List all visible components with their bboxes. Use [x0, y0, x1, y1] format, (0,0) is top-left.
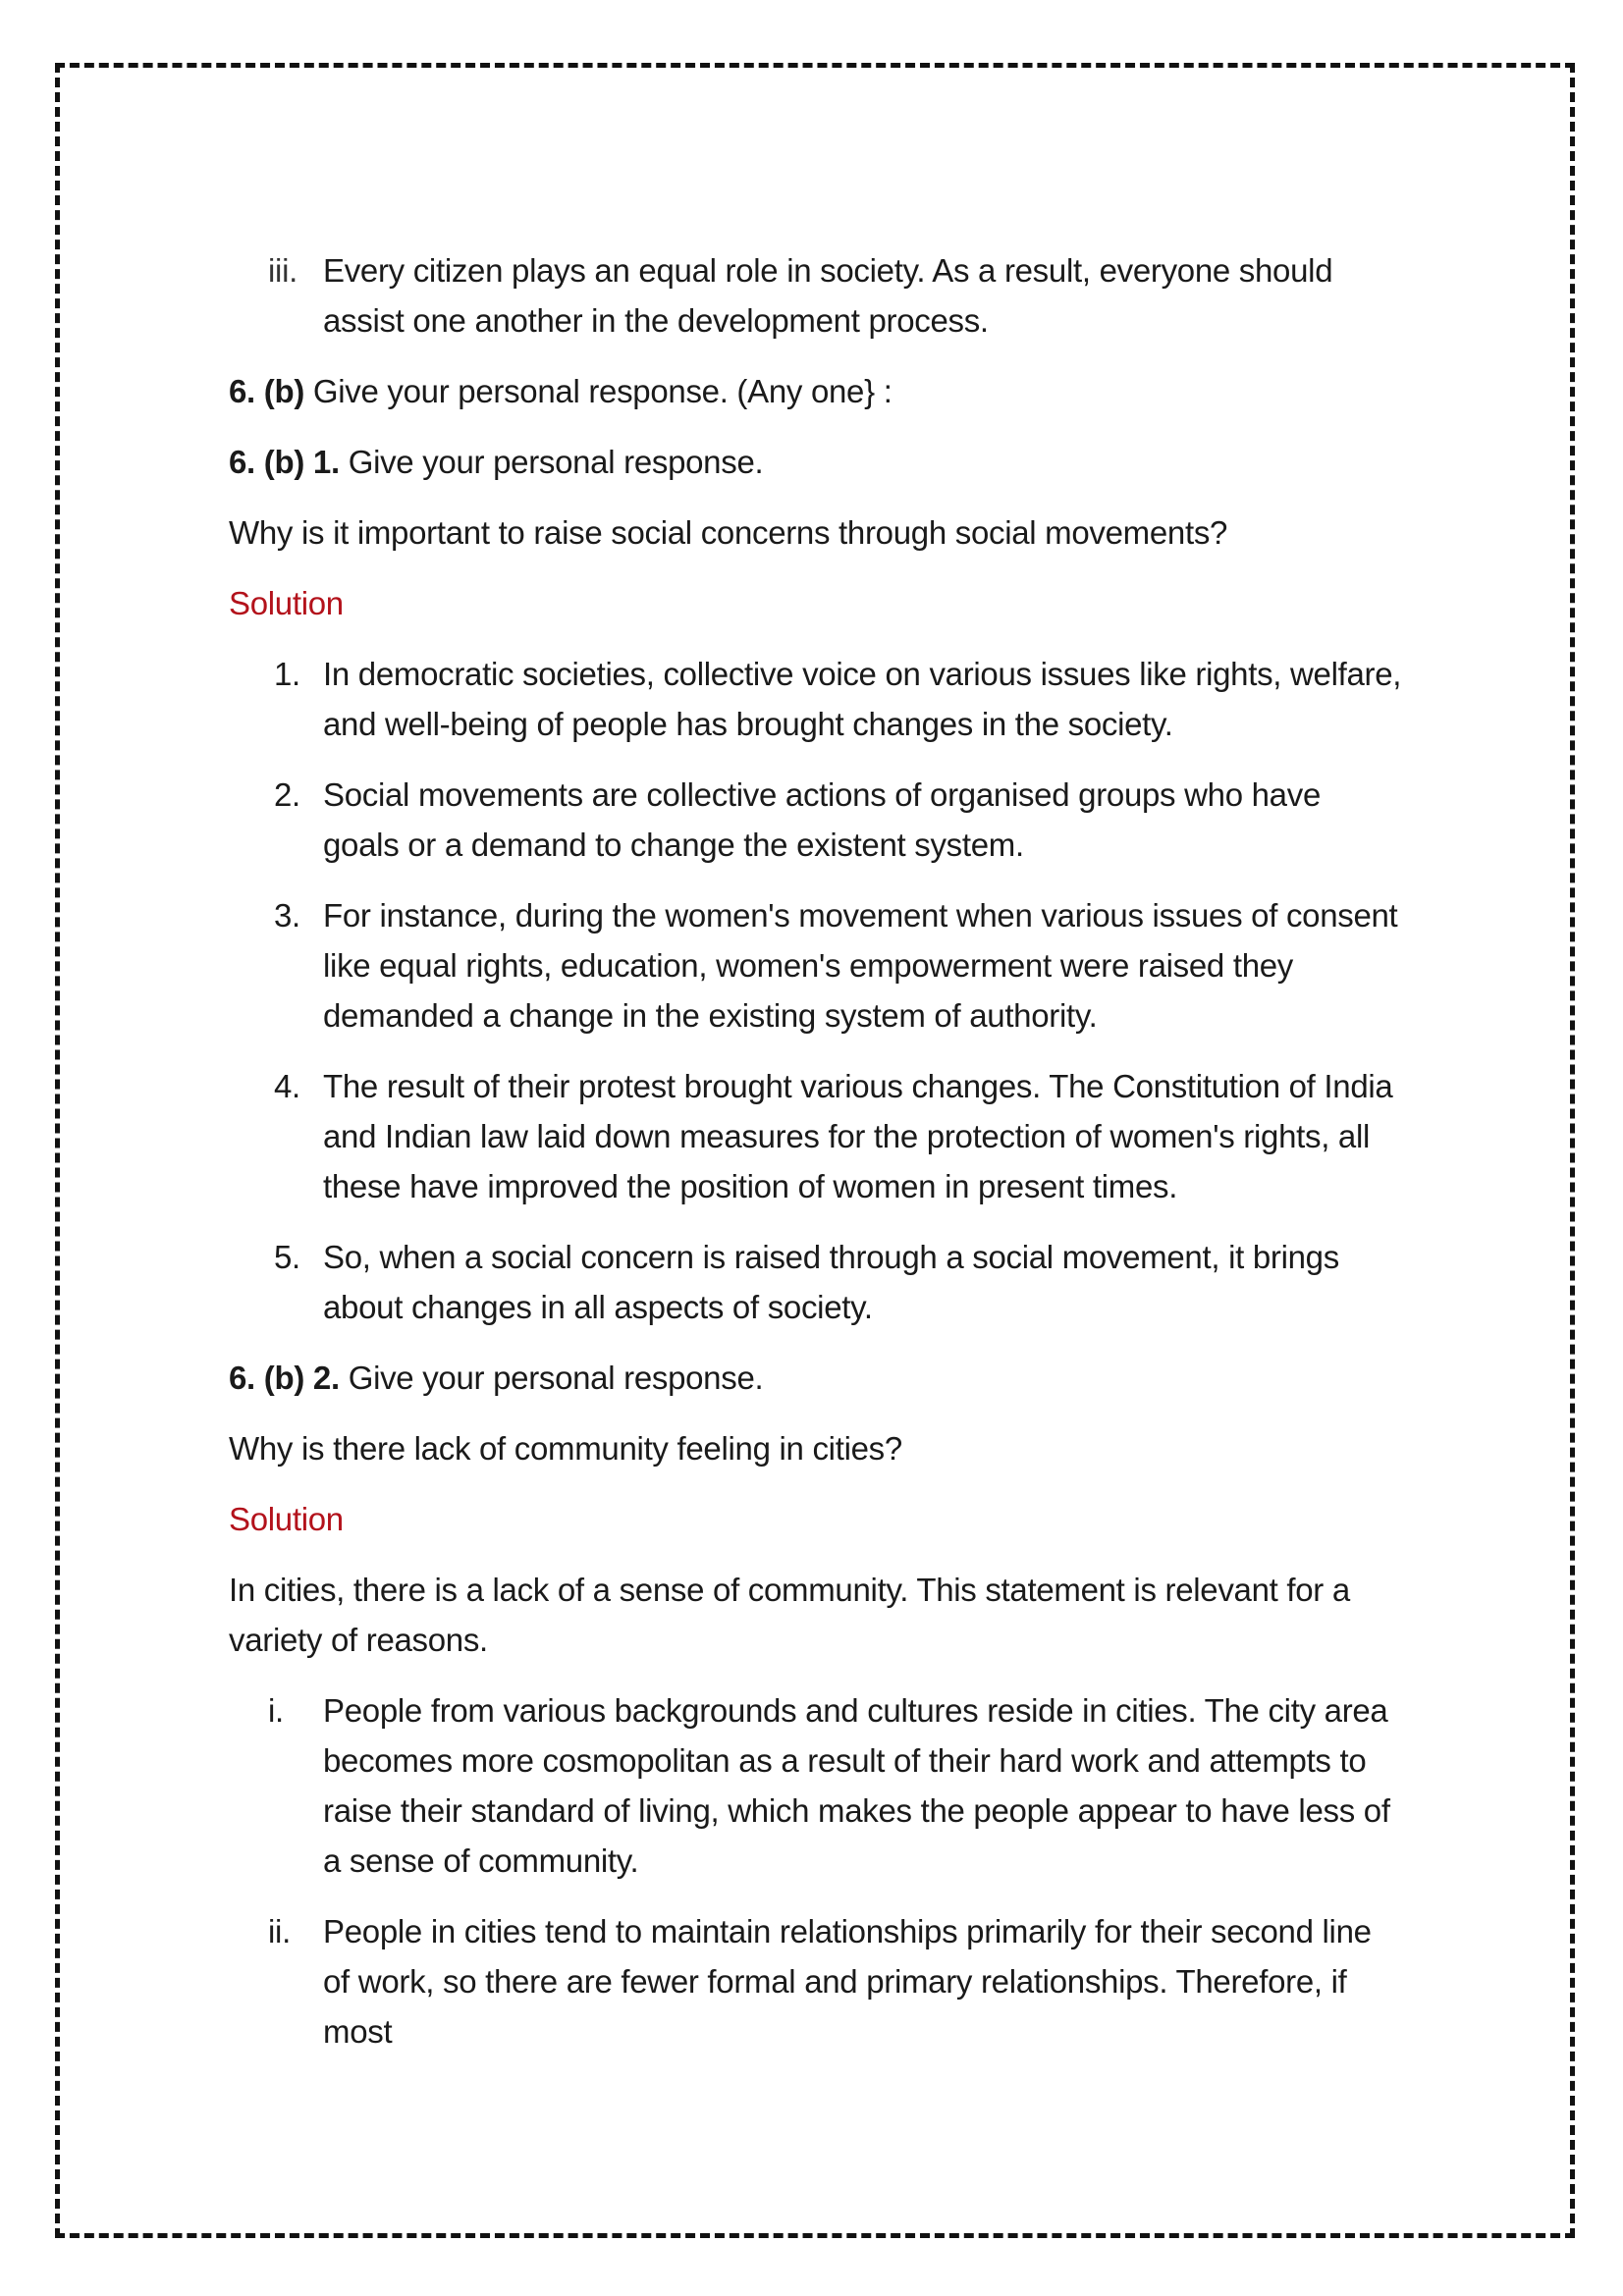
- list-item: [229, 890, 1407, 1041]
- list-item-text: Every citizen plays an equal role in society. As a result, everyone should assist one another in the development process.: [323, 252, 1333, 339]
- solution-heading: Solution: [229, 1501, 344, 1537]
- list-item-text: For instance, during the women's movement when various issues of consent like equal rights, education, women's empowerment were raised they demanded a change in the existing system of authority.: [323, 897, 1398, 1034]
- list-item: [229, 1685, 1407, 1886]
- list-marker: 4.: [274, 1068, 300, 1104]
- question-ref: 6. (b) 1.: [229, 444, 340, 480]
- list-item: [229, 1906, 1407, 2056]
- list-item-text: People from various backgrounds and cultures reside in cities. The city area becomes more cosmopolitan as a result of their hard work and attempts to raise their standard of living, which makes the people appear to have less of a sense of community.: [323, 1692, 1390, 1879]
- list-item: [229, 245, 1407, 346]
- list-item-text: So, when a social concern is raised through a social movement, it brings about changes in all aspects of society.: [323, 1239, 1339, 1325]
- list-marker: 5.: [274, 1239, 300, 1275]
- solution-intro: In cities, there is a lack of a sense of community. This statement is relevant for a variety of reasons.: [229, 1572, 1350, 1658]
- solution-heading: Solution: [229, 585, 344, 621]
- list-marker: iii.: [268, 252, 298, 289]
- question-instruction: Give your personal response.: [339, 1360, 764, 1396]
- list-item-text: People in cities tend to maintain relationships primarily for their second line of work, so there are fewer formal and primary relationships. Therefore, if most: [323, 1913, 1372, 2050]
- question-heading-6b2: [229, 1353, 1407, 1403]
- solution-list: [229, 1685, 1407, 2056]
- list-item: [229, 649, 1407, 749]
- section-heading-6b: [229, 366, 1407, 416]
- question-instruction: Give your personal response.: [339, 444, 764, 480]
- question-text: Why is there lack of community feeling in cities?: [229, 1430, 902, 1467]
- question-instruction: Give your personal response. (Any one} :: [304, 373, 893, 409]
- list-item-text: Social movements are collective actions of organised groups who have goals or a demand to change the existent system.: [323, 776, 1321, 863]
- list-item: [229, 1061, 1407, 1211]
- list-item: [229, 1232, 1407, 1332]
- solution-list: [229, 649, 1407, 1332]
- list-marker: 1.: [274, 656, 300, 692]
- list-marker: i.: [268, 1692, 284, 1729]
- list-marker: ii.: [268, 1913, 291, 1949]
- list-marker: 3.: [274, 897, 300, 934]
- list-item: [229, 770, 1407, 870]
- list-item-text: The result of their protest brought various changes. The Constitution of India and Indian law laid down measures for the protection of women's rights, all these have improved the position of women in present times.: [323, 1068, 1393, 1204]
- question-text: Why is it important to raise social concerns through social movements?: [229, 514, 1228, 551]
- document-content: [229, 245, 1407, 2077]
- question-ref: 6. (b) 2.: [229, 1360, 340, 1396]
- list-item-text: In democratic societies, collective voice on various issues like rights, welfare, and well-being of people has brought changes in the society.: [323, 656, 1402, 742]
- question-heading-6b1: [229, 437, 1407, 487]
- list-marker: 2.: [274, 776, 300, 813]
- question-ref: 6. (b): [229, 373, 305, 409]
